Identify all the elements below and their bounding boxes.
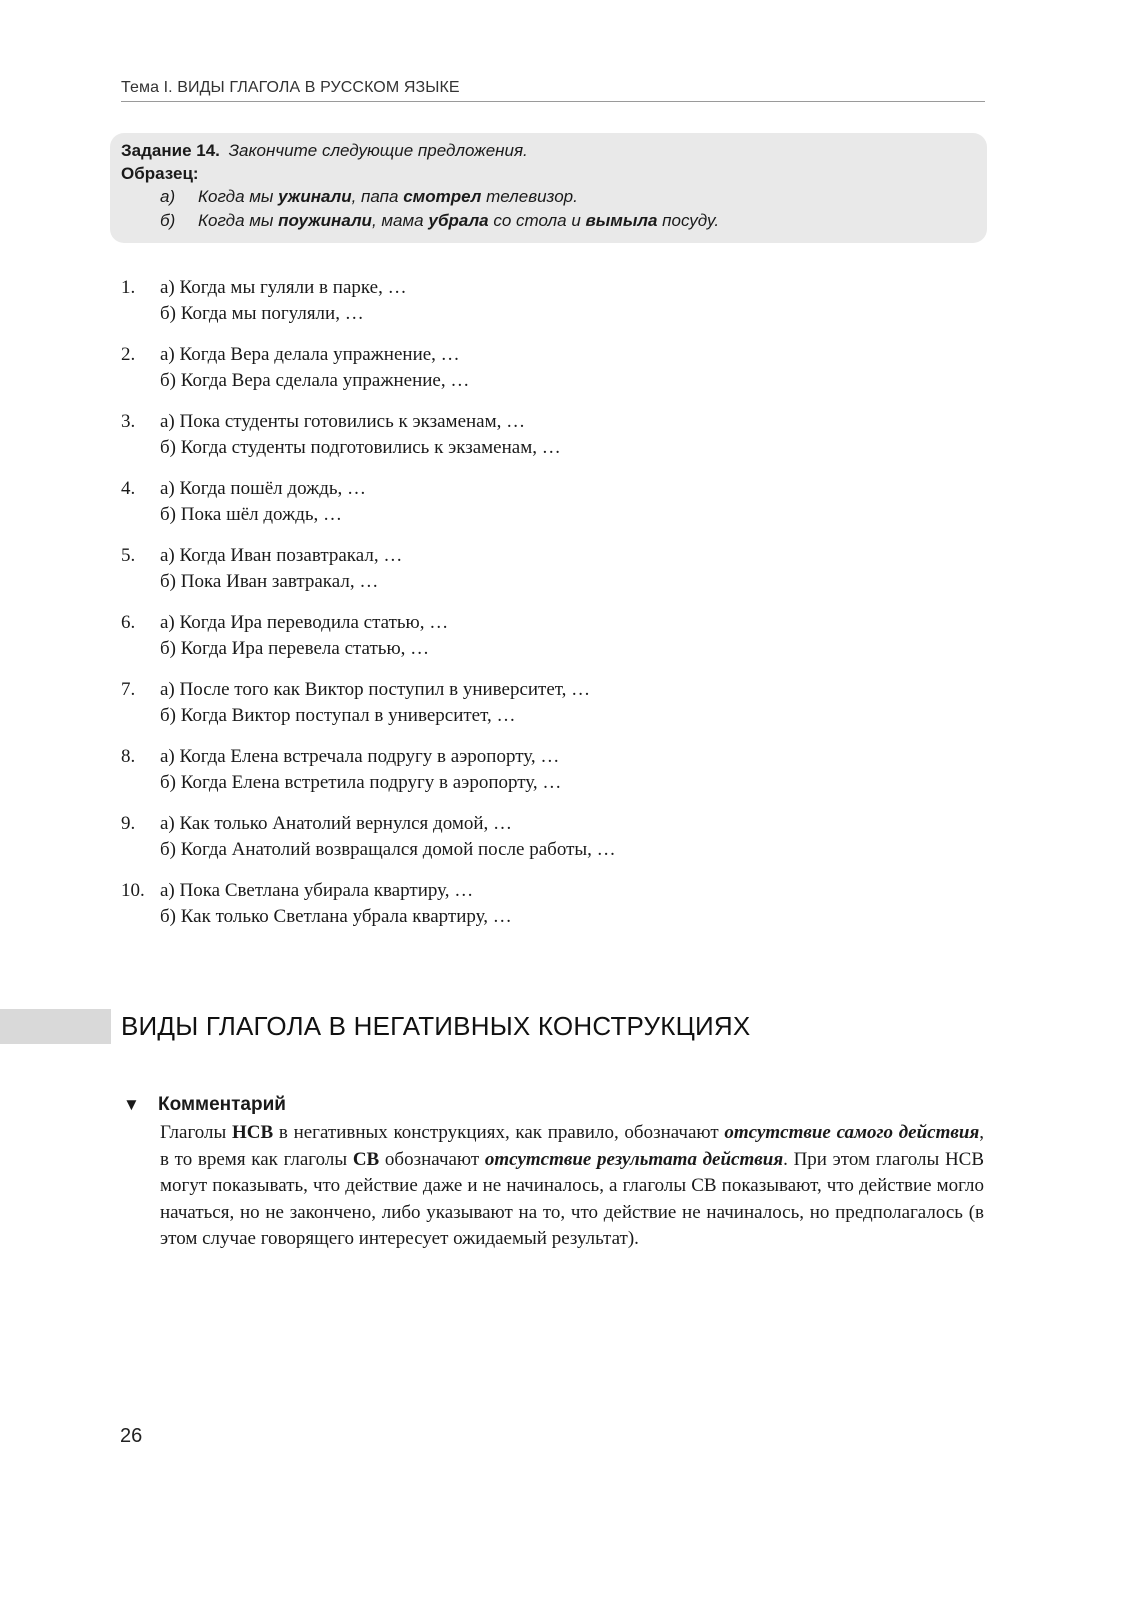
sample-text: , папа [351, 187, 404, 206]
exercise-number: 5. [121, 545, 136, 566]
sample-text: , мама [371, 211, 429, 230]
sample-text: телевизор. [481, 187, 578, 206]
exercise-line-a: а) Пока студенты готовились к экзаменам, … [160, 411, 526, 432]
exercise-number: 9. [121, 813, 136, 834]
exercise-number: 10. [121, 880, 145, 901]
task-instruction: Закончите следующие предложения. [228, 141, 528, 160]
exercise-item [121, 676, 981, 743]
exercise-line-a: а) Когда мы гуляли в парке, … [160, 277, 407, 298]
exercise-item [121, 609, 981, 676]
sample-marker: а) [160, 187, 176, 206]
section-title: ВИДЫ ГЛАГОЛА В НЕГАТИВНЫХ КОНСТРУКЦИЯХ [121, 1011, 751, 1041]
exercise-line-a: а) Когда пошёл дождь, … [160, 478, 367, 499]
exercise-line-a: а) Когда Иван позавтракал, … [160, 545, 403, 566]
comment-emphasis: отсутствие результата действия [484, 1148, 784, 1170]
section-marker-bar [0, 1009, 111, 1044]
comment-term: СВ [352, 1148, 380, 1170]
comment-term: НСВ [232, 1122, 274, 1143]
exercise-line-a: а) Как только Анатолий вернулся домой, … [160, 813, 513, 834]
sample-verb: смотрел [403, 187, 482, 206]
exercise-line-b: б) Когда Анатолий возвращался домой после работы, … [160, 839, 616, 860]
page-number: 26 [120, 1425, 143, 1447]
exercise-item [121, 743, 981, 810]
triangle-down-icon: ▼ [123, 1095, 140, 1114]
task-heading [121, 139, 987, 162]
exercise-item [121, 810, 981, 877]
sample-text: со стола и [488, 211, 586, 230]
exercise-line-a: а) Когда Елена встречала подругу в аэропорту, … [160, 746, 560, 767]
exercise-line-b: б) Когда студенты подготовились к экзаменам, … [160, 437, 561, 458]
comment-text: Глаголы [160, 1122, 232, 1143]
sample-verb: вымыла [585, 211, 658, 230]
exercise-item [121, 542, 981, 609]
task-box [110, 133, 987, 243]
exercise-line-b: б) Когда Виктор поступал в университет, … [160, 705, 516, 726]
sample-marker: б) [160, 211, 176, 230]
exercise-line-b: б) Когда мы погуляли, … [160, 303, 364, 324]
exercise-line-a: а) Когда Вера делала упражнение, … [160, 344, 460, 365]
exercise-number: 3. [121, 411, 136, 432]
exercise-item [121, 341, 981, 408]
exercise-line-b: б) Когда Ира перевела статью, … [160, 638, 430, 659]
sample-label: Образец: [121, 164, 199, 183]
exercise-number: 7. [121, 679, 136, 700]
sample-row [121, 209, 987, 233]
exercise-line-a: а) После того как Виктор поступил в университет, … [160, 679, 591, 700]
sample-verb: ужинали [278, 187, 352, 206]
comment-text: в негативных конструкциях, как правило, обозначают [273, 1122, 725, 1143]
exercise-number: 4. [121, 478, 136, 499]
sample-text: посуду. [657, 211, 720, 230]
exercise-item [121, 877, 981, 944]
exercise-item [121, 274, 981, 341]
exercise-number: 8. [121, 746, 136, 767]
sample-text: Когда мы [198, 211, 279, 230]
exercise-line-a: а) Когда Ира переводила статью, … [160, 612, 449, 633]
sample-text: Когда мы [198, 187, 279, 206]
comment-emphasis: отсутствие самого действия [724, 1122, 980, 1143]
exercise-number: 1. [121, 277, 136, 298]
header-title: Тема I. ВИДЫ ГЛАГОЛА В РУССКОМ ЯЗЫКЕ [121, 79, 460, 96]
exercise-item [121, 408, 981, 475]
page-header [121, 79, 985, 102]
exercise-line-b: б) Когда Вера сделала упражнение, … [160, 370, 470, 391]
task-title: Задание 14. [121, 141, 220, 160]
comment-text: обозначают [379, 1148, 485, 1170]
sample-verb: убрала [428, 211, 489, 230]
comment-text: . При этом глаголы НСВ могут показывать, что действие даже и не начиналось, а глаголы СВ показывают, что действие могло начаться, но не закончено, либо указывают на то, что действие не начиналось, но предполагалось (в этом случае говорящего интересует ожидаемый результат). [160, 1148, 985, 1250]
exercise-list [121, 274, 981, 944]
sample-row [121, 185, 987, 209]
exercise-line-b: б) Как только Светлана убрала квартиру, … [160, 906, 512, 927]
comment-heading-label: Комментарий [158, 1094, 286, 1115]
exercise-line-b: б) Пока Иван завтракал, … [160, 571, 379, 592]
sample-verb: поужинали [278, 211, 372, 230]
exercise-number: 2. [121, 344, 136, 365]
exercise-number: 6. [121, 612, 136, 633]
exercise-line-b: б) Когда Елена встретила подругу в аэропорту, … [160, 772, 562, 793]
comment-text: , в то время как глаголы [160, 1122, 984, 1170]
exercise-item [121, 475, 981, 542]
comment-heading [123, 1094, 286, 1116]
exercise-line-a: а) Пока Светлана убирала квартиру, … [160, 880, 474, 901]
exercise-line-b: б) Пока шёл дождь, … [160, 504, 343, 525]
comment-body [160, 1120, 984, 1253]
